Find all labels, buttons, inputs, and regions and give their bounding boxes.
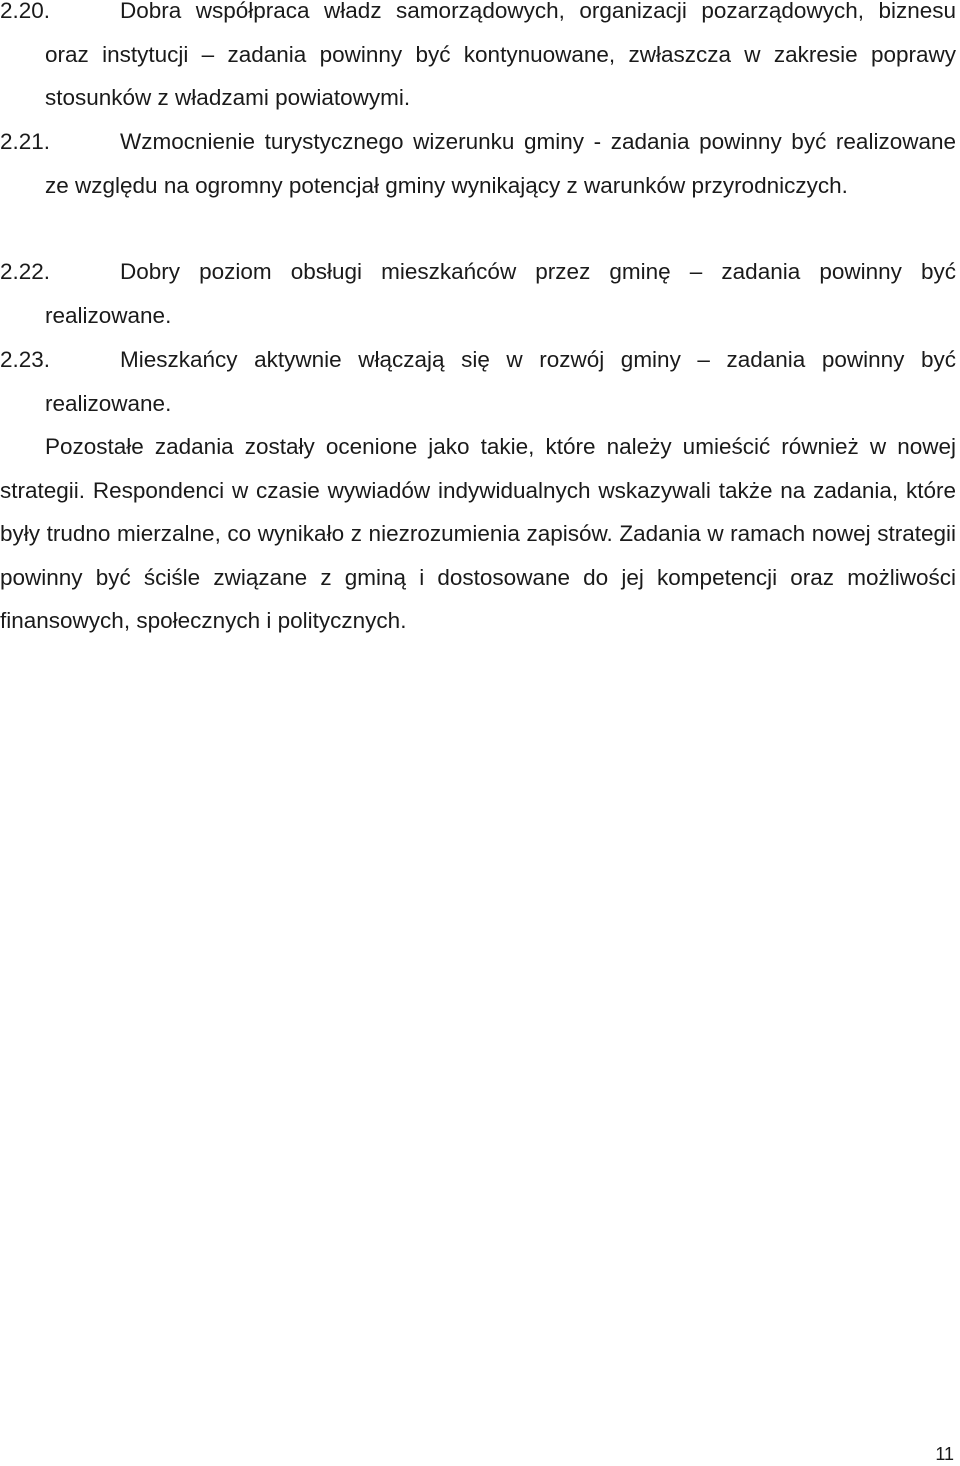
item-text: Wzmocnienie turystycznego wizerunku gminy - zadania powinny być realizowane ze względu na ogromny potencjał gminy wynikający z warunków przyrodniczych. <box>45 129 956 198</box>
list-item-2-21 <box>0 120 956 207</box>
item-number: 2.23. <box>0 347 51 372</box>
item-number: 2.22. <box>0 259 51 284</box>
item-text: Dobra współpraca władz samorządowych, organizacji pozarządowych, biznesu oraz instytucji – zadania powinny być kontynuowane, zwłaszcza w zakresie poprawy stosunków z władzami powiatowymi. <box>45 0 956 111</box>
item-text: Dobry poziom obsługi mieszkańców przez gminę – zadania powinny być realizowane. <box>45 259 956 328</box>
item-number: 2.20. <box>0 0 51 23</box>
item-number: 2.21. <box>0 129 51 154</box>
list-item-2-23 <box>0 338 956 425</box>
list-item-2-22 <box>0 250 956 337</box>
summary-paragraph: Pozostałe zadania zostały ocenione jako takie, które należy umieścić również w nowej strategii. Respondenci w czasie wywiadów indywidualnych wskazywali także na zadania, które były trudno mierzalne, co wynikało z niezrozumienia zapisów. Zadania w ramach nowej strategii powinny być ściśle związane z gminą i dostosowane do jej kompetencji oraz możliwości finansowych, społecznych i politycznych. <box>0 434 956 634</box>
page-number: 11 <box>935 1444 954 1464</box>
list-item-2-20 <box>0 0 956 120</box>
item-text: Mieszkańcy aktywnie włączają się w rozwój gminy – zadania powinny być realizowane. <box>45 347 956 416</box>
